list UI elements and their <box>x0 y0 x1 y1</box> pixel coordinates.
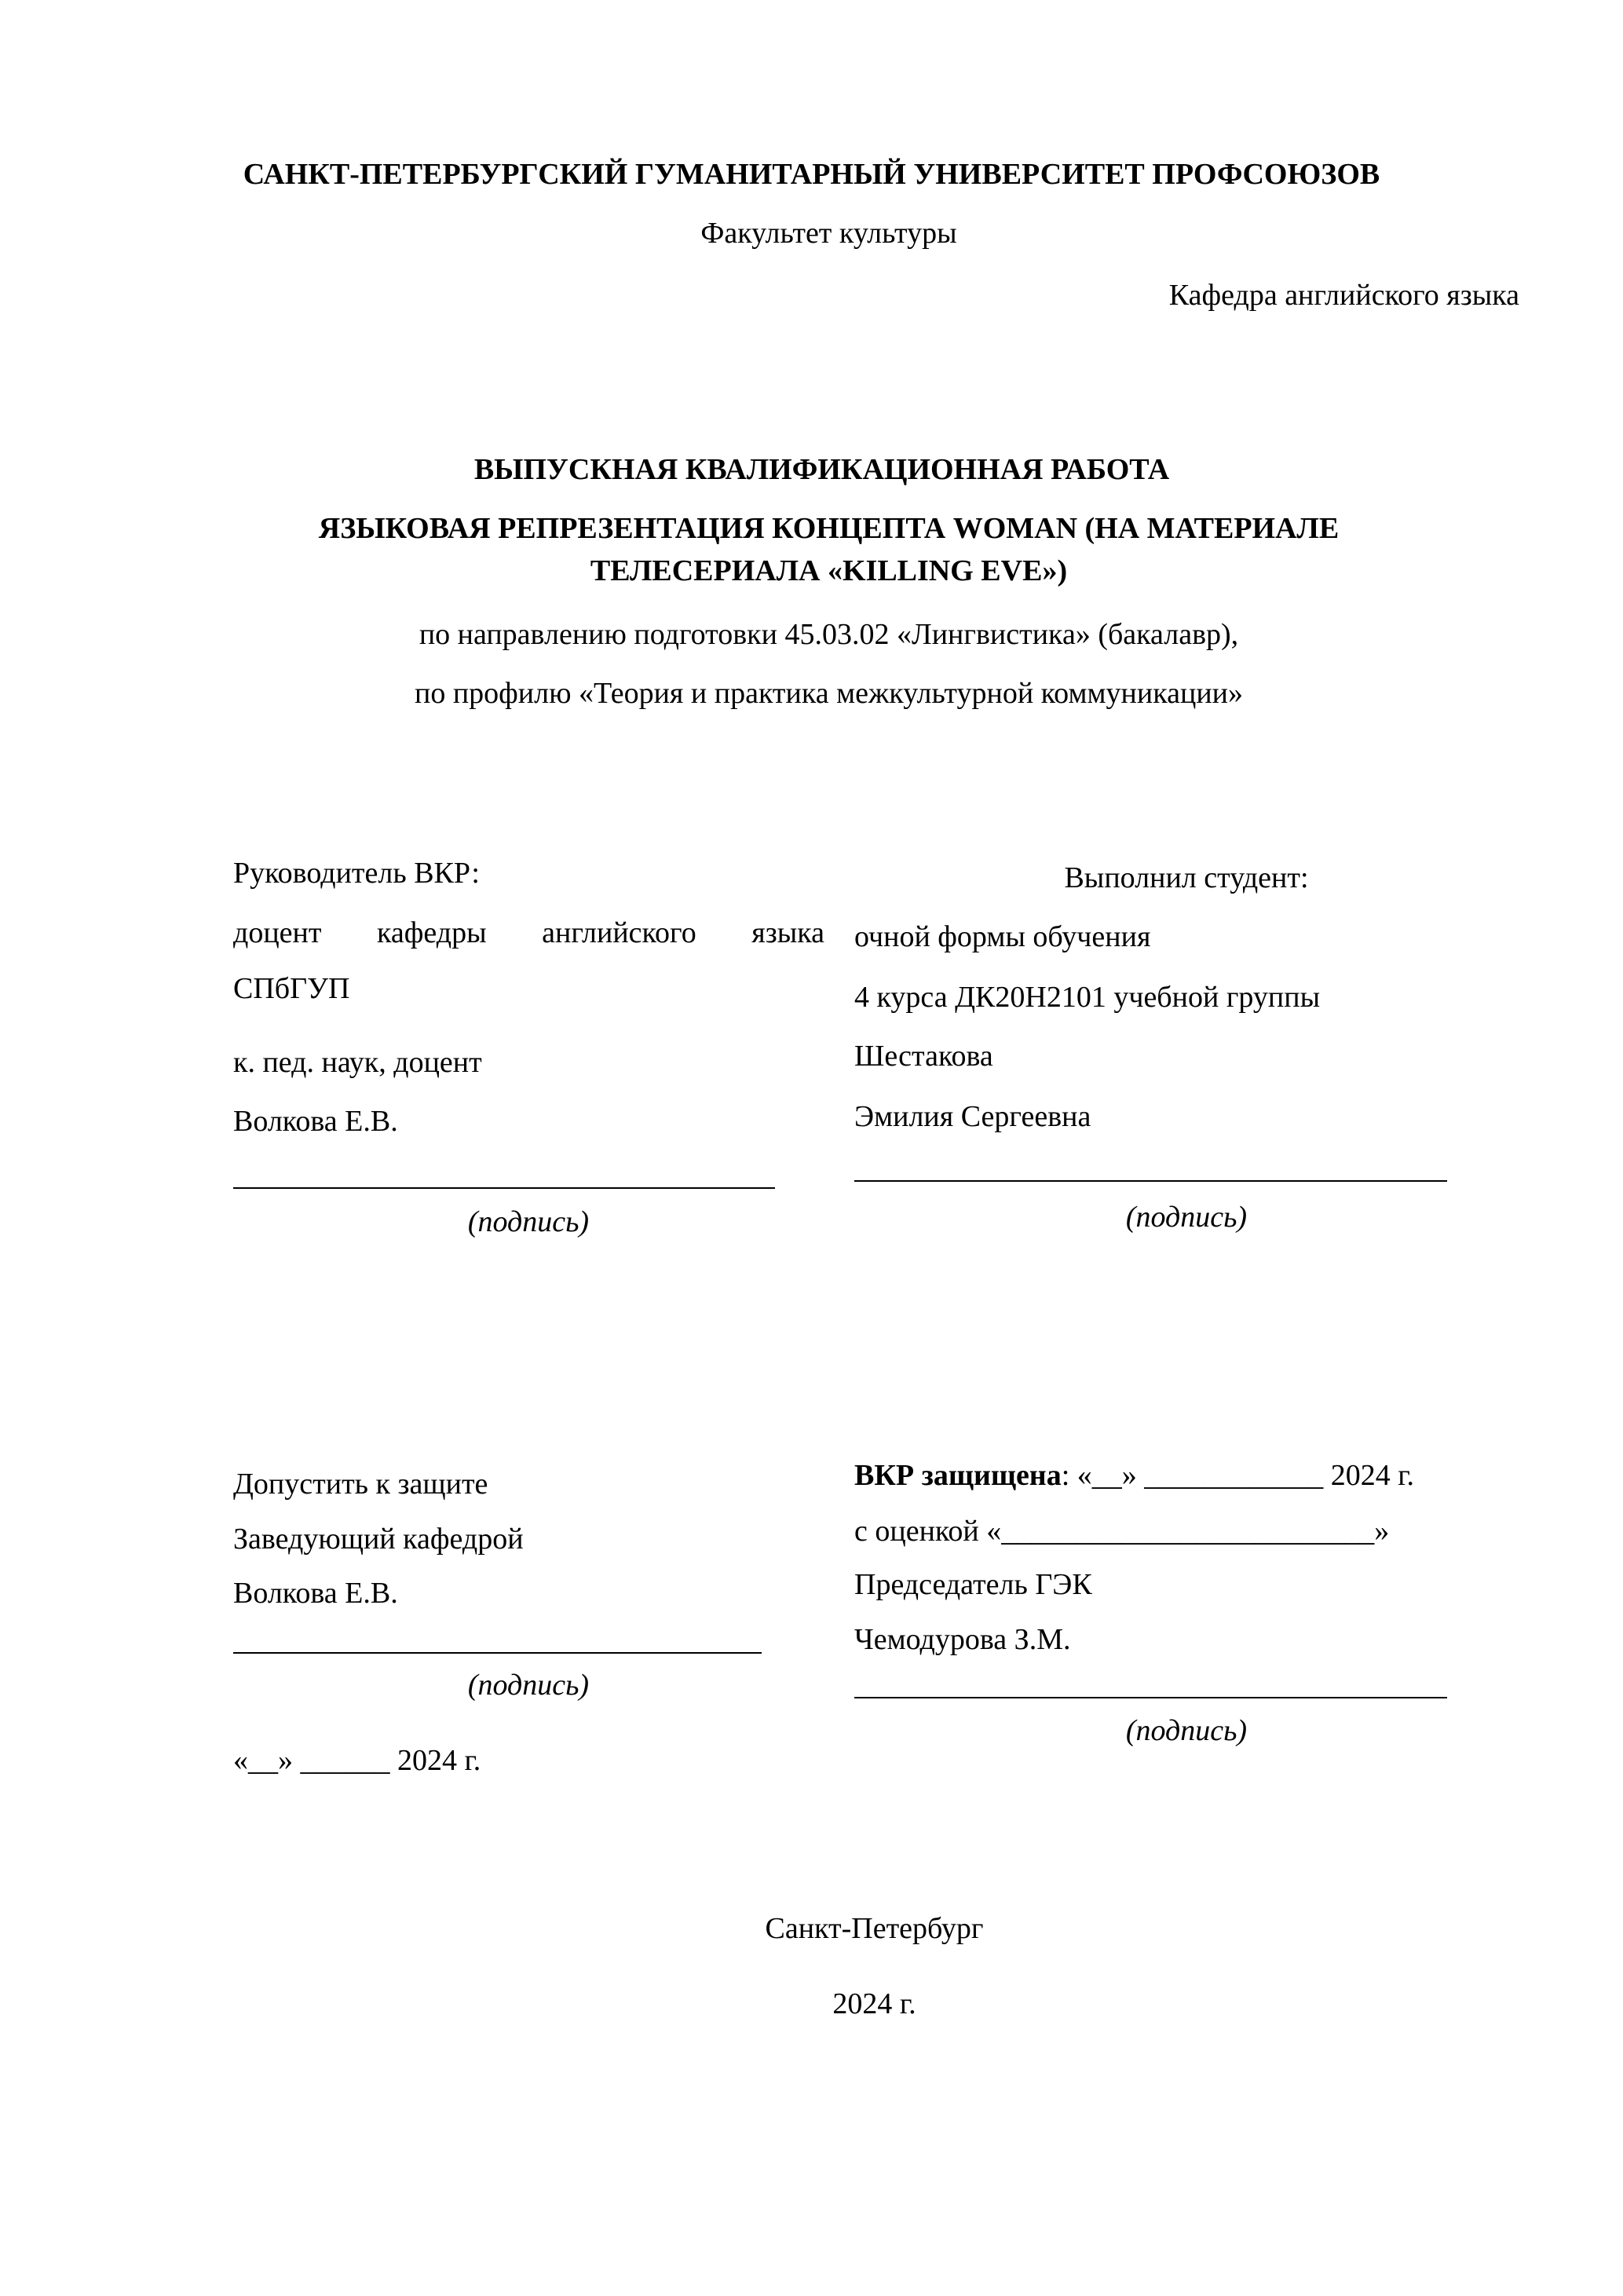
admission-signature-label: (подпись) <box>467 1669 590 1702</box>
admission-date: «__» ______ 2024 г. <box>233 1744 481 1777</box>
student-group: 4 курса ДК20Н2101 учебной группы <box>854 981 1321 1014</box>
supervisor-org: СПбГУП <box>233 972 350 1005</box>
defense-signature-line <box>854 1697 1447 1698</box>
student-surname: Шестакова <box>854 1040 993 1073</box>
profile: по профилю «Теория и практика межкультурной коммуникации» <box>414 677 1243 710</box>
student-signature-label: (подпись) <box>1125 1201 1248 1234</box>
admission-role: Заведующий кафедрой <box>233 1523 524 1556</box>
year: 2024 г. <box>832 1987 916 2020</box>
direction: по направлению подготовки 45.03.02 «Лингвистика» (бакалавр), <box>419 618 1239 651</box>
supervisor-name: Волкова Е.В. <box>233 1105 398 1138</box>
commission-chair-name: Чемодурова З.М. <box>854 1623 1071 1656</box>
defense-grade: с оценкой «_________________________» <box>854 1515 1390 1548</box>
supervisor-degree: к. пед. наук, доцент <box>233 1046 482 1079</box>
supervisor-signature-label: (подпись) <box>467 1205 590 1238</box>
admission-label: Допустить к защите <box>233 1468 488 1501</box>
commission-chair-role: Председатель ГЭК <box>854 1568 1092 1601</box>
student-form: очной формы обучения <box>854 920 1151 953</box>
student-signature-line <box>854 1180 1447 1182</box>
supervisor-signature-line <box>233 1187 775 1189</box>
supervisor-position: доцент кафедры английского языка <box>233 916 824 949</box>
defense-label: ВКР защищена <box>854 1459 1062 1492</box>
student-label: Выполнил студент: <box>1064 861 1309 894</box>
city: Санкт-Петербург <box>765 1912 984 1945</box>
supervisor-label: Руководитель ВКР: <box>233 857 480 890</box>
admission-signature-line <box>233 1652 762 1654</box>
work-type: ВЫПУСКНАЯ КВАЛИФИКАЦИОННАЯ РАБОТА <box>473 453 1170 486</box>
topic-line-1: ЯЗЫКОВАЯ РЕПРЕЗЕНТАЦИЯ КОНЦЕПТА WOMAN (НА МАТЕРИАЛЕ <box>318 512 1340 545</box>
defense-signature-label: (подпись) <box>1125 1714 1248 1747</box>
student-name: Эмилия Сергеевна <box>854 1100 1091 1133</box>
admission-name: Волкова Е.В. <box>233 1577 398 1610</box>
topic-line-2: ТЕЛЕСЕРИАЛА «KILLING EVE») <box>590 554 1068 587</box>
defense-date: : «__» ____________ 2024 г. <box>1061 1459 1415 1492</box>
defense-status <box>854 1458 1414 1493</box>
university-name: САНКТ-ПЕТЕРБУРГСКИЙ ГУМАНИТАРНЫЙ УНИВЕРСИТЕТ ПРОФСОЮЗОВ <box>243 158 1380 191</box>
faculty: Факультет культуры <box>700 217 957 250</box>
department: Кафедра английского языка <box>1168 279 1519 312</box>
